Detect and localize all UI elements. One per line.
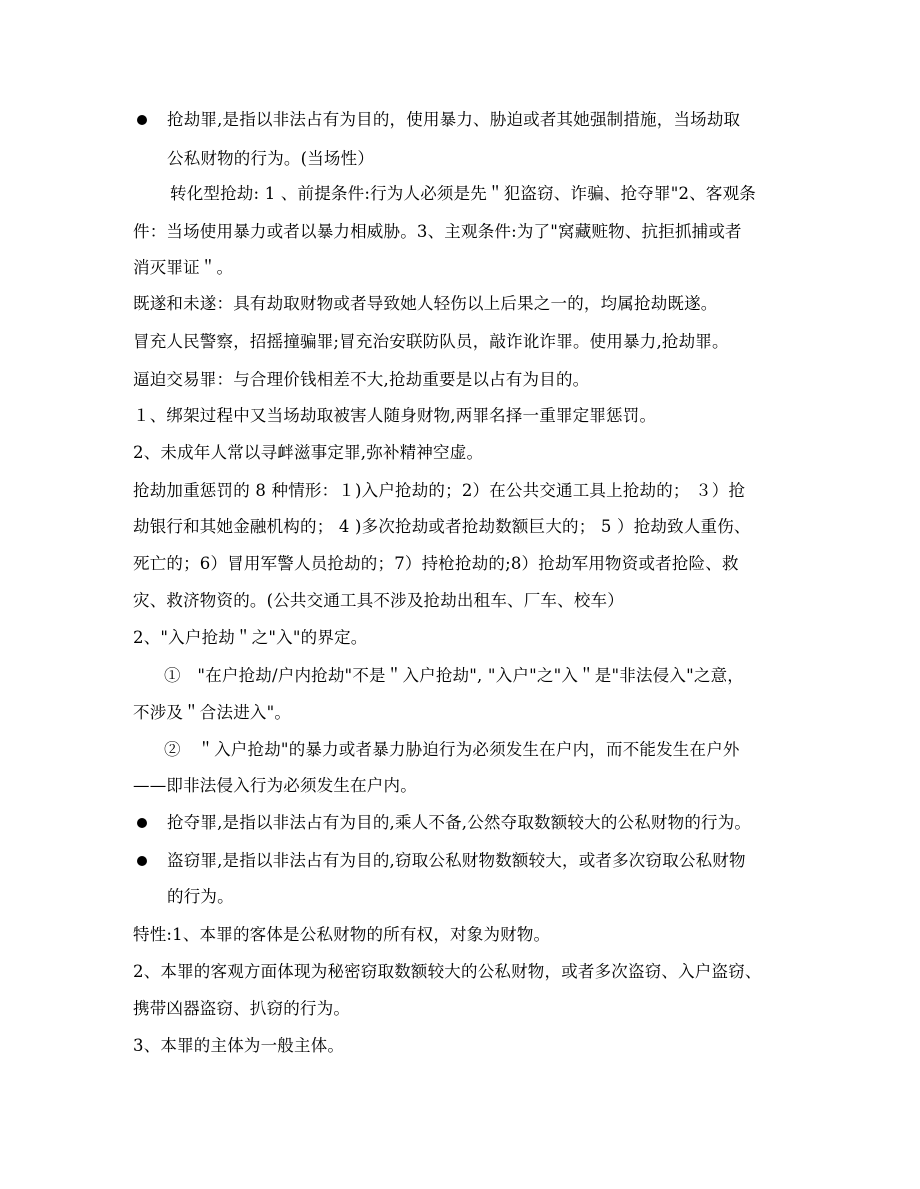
paragraph-line: 转化型抢劫: 1 、前提条件:行为人必须是先＂犯盗窃、诈骗、抢夺罪"2、客观条 xyxy=(170,184,756,203)
paragraph-line: 特性:1、本罪的客体是公私财物的所有权，对象为财物。 xyxy=(133,925,551,944)
paragraph-line: １、绑架过程中又当场劫取被害人随身财物,两罪名择一重罪定罪惩罚。 xyxy=(133,406,657,425)
paragraph-line: ② ＂入户抢劫"的暴力或者暴力胁迫行为必须发生在户内，而不能发生在户外 xyxy=(164,740,740,759)
paragraph-line: 不涉及＂合法进入"。 xyxy=(133,703,292,722)
paragraph-line: 消灭罪证＂。 xyxy=(133,258,234,277)
paragraph-line: 抢劫加重惩罚的 8 种情形：１)入户抢劫的；2）在公共交通工具上抢劫的； ３）抢 xyxy=(133,481,746,500)
bullet-icon xyxy=(137,818,147,828)
paragraph-line: 冒充人民警察，招摇撞骗罪;冒充治安联防队员，敲诈讹诈罪。使用暴力,抢劫罪。 xyxy=(133,332,729,351)
bullet-icon xyxy=(137,115,147,125)
bullet-icon xyxy=(137,856,147,866)
paragraph-line: 3、本罪的主体为一般主体。 xyxy=(133,1036,345,1055)
paragraph-line: 2、未成年人常以寻衅滋事定罪,弥补精神空虚。 xyxy=(133,443,484,462)
paragraph-line: ——即非法侵入行为必须发生在户内。 xyxy=(133,776,417,795)
paragraph-line: 既遂和未遂：具有劫取财物或者导致她人轻伤以上后果之一的，均属抢劫既遂。 xyxy=(133,294,718,313)
paragraph-line: 灾、救济物资的。(公共交通工具不涉及抢劫出租车、厂车、校车） xyxy=(133,591,624,610)
paragraph-line: 2、"入户抢劫＂之"入"的界定。 xyxy=(133,628,368,647)
paragraph-line: 死亡的；6）冒用军警人员抢劫的；7）持枪抢劫的;8）抢劫军用物资或者抢险、救 xyxy=(133,554,739,573)
paragraph-line: 盗窃罪,是指以非法占有为目的,窃取公私财物数额较大，或者多次窃取公私财物 xyxy=(167,851,746,870)
paragraph-line: 逼迫交易罪：与合理价钱相差不大,抢劫重要是以占有为目的。 xyxy=(133,370,590,389)
paragraph-line: 的行为。 xyxy=(167,887,234,906)
paragraph-line: 携带凶器盗窃、扒窃的行为。 xyxy=(133,999,351,1018)
paragraph-line: 公私财物的行为。(当场性） xyxy=(167,149,375,168)
paragraph-line: 劫银行和其她金融机构的； 4 )多次抢劫或者抢劫数额巨大的； 5 ）抢劫致人重伤、 xyxy=(133,517,751,536)
paragraph-line: 抢夺罪,是指以非法占有为目的,乘人不备,公然夺取数额较大的公私财物的行为。 xyxy=(167,813,752,832)
paragraph-line: 2、本罪的客观方面体现为秘密窃取数额较大的公私财物，或者多次盗窃、入户盗窃、 xyxy=(133,962,762,981)
paragraph-line: 件：当场使用暴力或者以暴力相威胁。3、主观条件:为了"窝藏赃物、抗拒抓捕或者 xyxy=(133,222,742,241)
paragraph-line: 抢劫罪,是指以非法占有为目的，使用暴力、胁迫或者其她强制措施，当场劫取 xyxy=(167,110,741,129)
paragraph-line: ① "在户抢劫/户内抢劫"不是＂入户抢劫", "入户"之"入＂是"非法侵入"之意， xyxy=(164,666,744,685)
